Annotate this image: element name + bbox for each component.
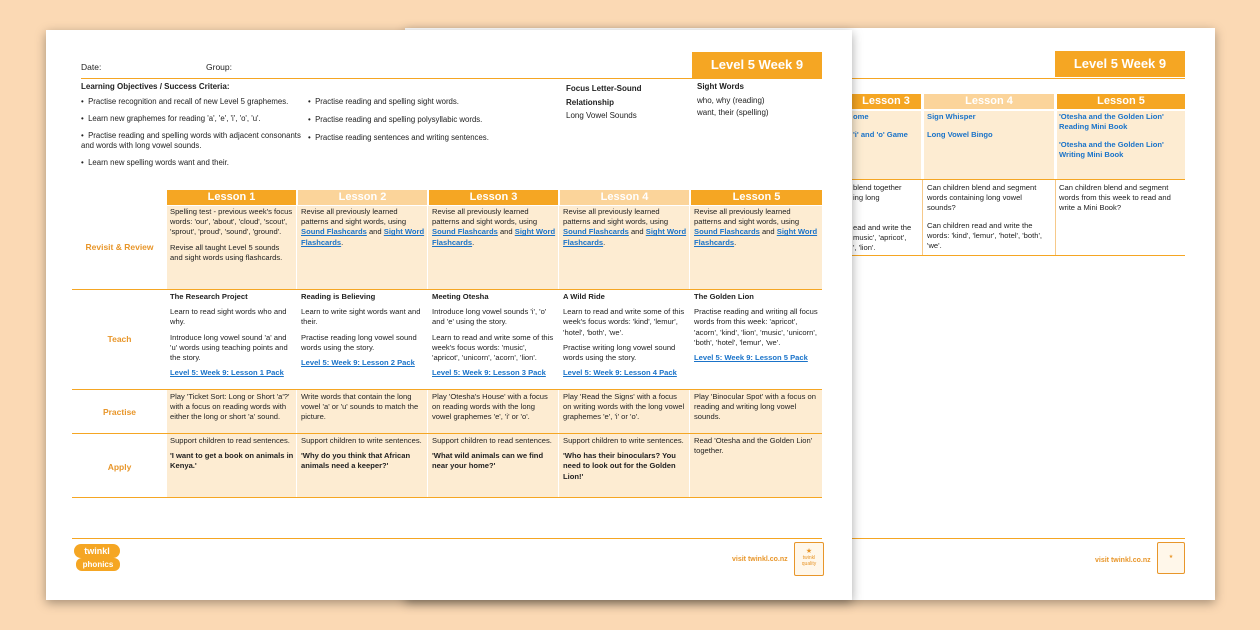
- revisit-cell: Revise all previously learned patterns and sight words, using Sound Flashcards and Sight Word Flashcards.: [301, 207, 425, 247]
- activity-link[interactable]: Sign Whisper: [927, 112, 976, 121]
- quality-badge-icon: ★ twinkl quality: [794, 542, 824, 576]
- lesson-pack-link[interactable]: Level 5: Week 9: Lesson 1 Pack: [170, 368, 284, 378]
- apply-cell: Read 'Otesha and the Golden Lion' together.: [694, 436, 813, 456]
- column-divider: [427, 206, 428, 497]
- divider: [1055, 180, 1056, 255]
- question: blend together ing long: [853, 183, 902, 203]
- divider: [851, 179, 1185, 180]
- row-label: Apply: [107, 462, 132, 472]
- row-divider: [72, 389, 822, 390]
- objectives-list: [308, 97, 543, 150]
- activity-link[interactable]: 'i' and 'o' Game: [853, 130, 908, 139]
- lesson-header: Lesson 3: [429, 190, 558, 205]
- sound-flashcards-link[interactable]: Sound Flashcards: [432, 227, 498, 237]
- group-label: Group:: [206, 62, 232, 72]
- objectives-title: Learning Objectives / Success Criteria:: [81, 82, 230, 91]
- practise-cell: Play 'Otesha's House' with a focus on reading words with the long vowel graphemes 'e', 'i' or 'o'.: [432, 392, 548, 422]
- sound-flashcards-link[interactable]: Sound Flashcards: [563, 227, 629, 237]
- activity-link[interactable]: 'Otesha and the Golden Lion' Writing Mini Book: [1059, 140, 1164, 160]
- row-label: Practise: [102, 407, 137, 417]
- teach-cell: The Golden Lion Practise reading and writing all focus words from this week: 'apricot', 'acorn', 'kind', 'lion', 'music', 'unicorn', 'both', 'hotel', 'lemur', 'we'. Level 5: Week 9: Lesson 5 Pack: [694, 292, 818, 363]
- teach-cell: Meeting Otesha Introduce long vowel sounds 'i', 'o' and 'e' using the story. Learn to read and write some of this week's focus words: 'music', 'apricot', 'unicorn', 'acorn', 'lion'. Level 5: Week 9: Lesson 3 Pack: [432, 292, 554, 378]
- revisit-cell: Revise all previously learned patterns and sight words, using Sound Flashcards and Sight Word Flashcards.: [694, 207, 818, 247]
- apply-cell: Support children to read sentences. 'I want to get a book on animals in Kenya.': [170, 436, 294, 471]
- quality-badge-icon: ★: [1157, 542, 1185, 574]
- header-divider: [81, 78, 822, 79]
- question: Can children blend and segment words from this week to read and write a Mini Book?: [1059, 183, 1171, 213]
- sight-word-flashcards-link[interactable]: Sight Word Flashcards: [694, 227, 818, 247]
- lesson-header: Lesson 1: [167, 190, 296, 205]
- front-sheet: [46, 30, 852, 600]
- sight-words-title: Sight Words: [697, 82, 744, 91]
- level-label: Level 5 Week 9: [692, 52, 822, 78]
- lesson-pack-link[interactable]: Level 5: Week 9: Lesson 4 Pack: [563, 368, 677, 378]
- lesson-pack-link[interactable]: Level 5: Week 9: Lesson 2 Pack: [301, 358, 415, 368]
- apply-cell: Support children to read sentences. 'What wild animals can we find near your home?': [432, 436, 552, 471]
- sight-word-flashcards-link[interactable]: Sight Word Flashcards: [563, 227, 687, 247]
- footer-divider: [851, 538, 1185, 539]
- activity-link[interactable]: Long Vowel Bingo: [927, 130, 993, 139]
- divider: [851, 255, 1185, 256]
- practise-cell: Write words that contain the long vowel 'a' or 'u' sounds to match the picture.: [301, 392, 419, 422]
- divider: [922, 180, 923, 255]
- sight-word-flashcards-link[interactable]: Sight Word Flashcards: [301, 227, 425, 247]
- lesson-header: Lesson 2: [298, 190, 427, 205]
- objective-item: • Learn new spelling words want and their.: [81, 158, 229, 167]
- question: ead and write the music', 'apricot', ', 'lion'.: [853, 223, 912, 253]
- objective-item: • Practise reading sentences and writing sentences.: [308, 133, 489, 142]
- teach-cell: A Wild Ride Learn to read and write some of this week's focus words: 'kind', 'lemur', 'hotel', 'both', 'we'. Practise writing long vowel sound words using the story. Level 5: Week 9: Lesson 4 Pack: [563, 292, 685, 378]
- lesson-header: Lesson 3: [851, 94, 921, 109]
- teach-cell: Reading is Believing Learn to write sight words want and their. Practise reading long vowel sound words using the story. Level 5: Week 9: Lesson 2 Pack: [301, 292, 421, 368]
- objective-item: • Practise reading and spelling sight words.: [308, 97, 459, 106]
- question: Can children read and write the words: 'kind', 'lemur', 'hotel', 'both', 'we'.: [927, 221, 1043, 251]
- lesson-header: Lesson 5: [691, 190, 822, 205]
- divider: [851, 78, 1185, 79]
- objective-item: • Practise recognition and recall of new Level 5 graphemes.: [81, 97, 289, 106]
- date-label: Date:: [81, 62, 102, 72]
- lesson-header: Lesson 4: [924, 94, 1054, 109]
- lesson-pack-link[interactable]: Level 5: Week 9: Lesson 5 Pack: [694, 353, 808, 363]
- apply-cell: Support children to write sentences. 'Who has their binoculars? You need to look out for the Golden Lion!': [563, 436, 684, 481]
- row-divider: [72, 497, 822, 498]
- question: Can children blend and segment words containing long vowel sounds?: [927, 183, 1037, 213]
- activity-link[interactable]: ome: [853, 112, 869, 121]
- column-divider: [296, 206, 297, 497]
- practise-cell: Play 'Ticket Sort: Long or Short 'a'?' with a focus on reading words with either the long or short 'a' sound.: [170, 392, 290, 422]
- activity-link[interactable]: 'Otesha and the Golden Lion' Reading Mini Book: [1059, 112, 1164, 132]
- footer-url[interactable]: visit twinkl.co.nz: [732, 556, 788, 563]
- row-label: Teach: [107, 334, 132, 344]
- teach-cell: The Research Project Learn to read sight words who and why. Introduce long vowel sound 'a' and 'u' words using teaching points and the story. Level 5: Week 9: Lesson 1 Pack: [170, 292, 288, 378]
- revisit-cell: Revise all previously learned patterns and sight words, using Sound Flashcards and Sight Word Flashcards.: [563, 207, 687, 247]
- sight-word-flashcards-link[interactable]: Sight Word Flashcards: [432, 227, 556, 247]
- lesson-header: Lesson 4: [560, 190, 689, 205]
- footer-url[interactable]: visit twinkl.co.nz: [1095, 557, 1151, 564]
- revisit-cell: Revise all previously learned patterns and sight words, using Sound Flashcards and Sight Word Flashcards.: [432, 207, 556, 247]
- objective-item: • Practise reading and spelling words with adjacent consonants and words with long vowel sounds.: [81, 131, 301, 150]
- sight-word: who, why (reading): [697, 96, 765, 105]
- objective-item: • Practise reading and spelling polysyllabic words.: [308, 115, 483, 124]
- twinkl-phonics-logo: twinkl phonics: [74, 544, 120, 574]
- sight-word: want, their (spelling): [697, 108, 769, 117]
- lesson-header: Lesson 5: [1057, 94, 1185, 109]
- objectives-list: [81, 97, 306, 175]
- revisit-cell: Spelling test - previous week's focus words: 'our', 'about', 'cloud', 'scout', 'sprout', 'proud', 'sound', 'ground'. Revise all taught Level 5 sounds and sight words using flashcards.: [170, 207, 293, 262]
- row-divider: [72, 289, 822, 290]
- sound-flashcards-link[interactable]: Sound Flashcards: [694, 227, 760, 237]
- practise-cell: Play 'Read the Signs' with a focus on writing words with the long vowel graphemes 'e', 'i' or 'o'.: [563, 392, 685, 422]
- focus-value: Long Vowel Sounds: [566, 111, 637, 120]
- column-divider: [689, 206, 690, 497]
- row-divider: [72, 433, 822, 434]
- apply-cell: Support children to write sentences. 'Why do you think that African animals need a keeper?': [301, 436, 422, 471]
- level-label: Level 5 Week 9: [1055, 51, 1185, 77]
- sound-flashcards-link[interactable]: Sound Flashcards: [301, 227, 367, 237]
- footer-divider: [72, 538, 822, 539]
- lesson-pack-link[interactable]: Level 5: Week 9: Lesson 3 Pack: [432, 368, 546, 378]
- objective-item: • Learn new graphemes for reading 'a', 'e', 'i', 'o', 'u'.: [81, 114, 261, 123]
- column-divider: [558, 206, 559, 497]
- row-label: Revisit & Review: [85, 242, 154, 252]
- practise-cell: Play 'Binocular Spot' with a focus on reading and writing long vowel sounds.: [694, 392, 816, 422]
- focus-title: Focus Letter-Sound Relationship: [566, 84, 642, 107]
